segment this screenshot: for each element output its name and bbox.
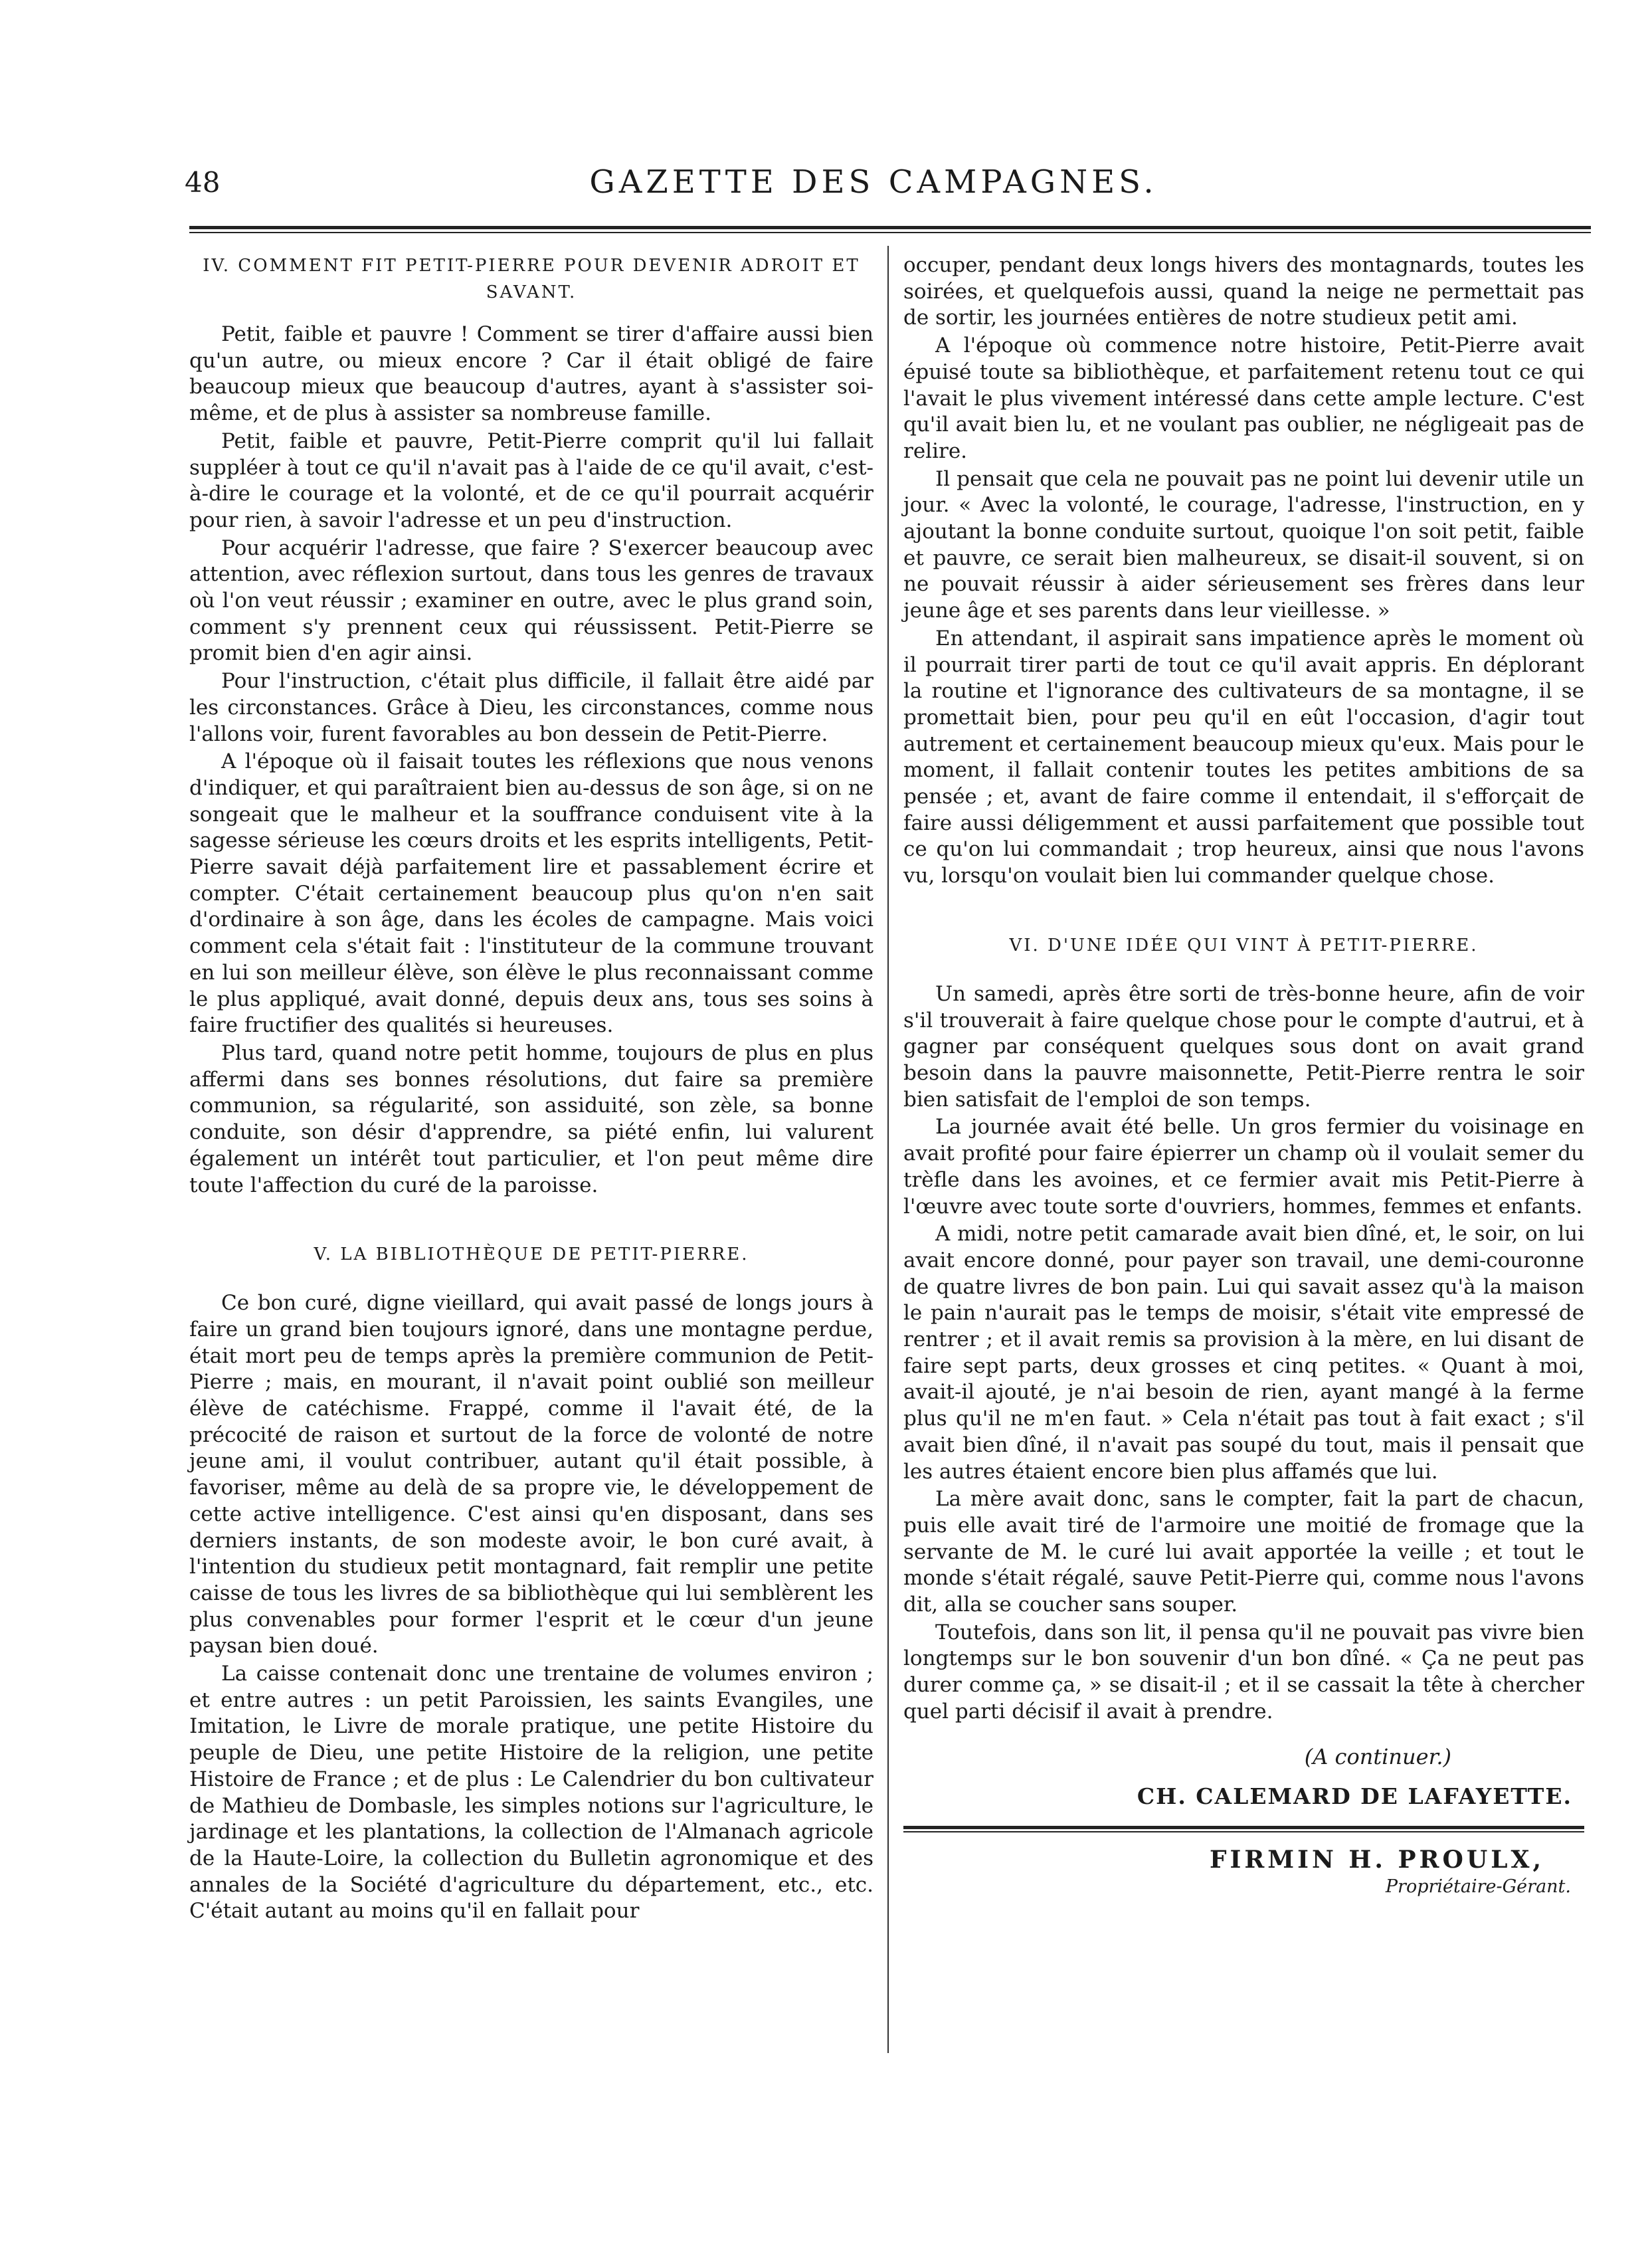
page-number: 48 bbox=[185, 166, 221, 199]
section-v-title: V. LA BIBLIOTHÈQUE DE PETIT-PIERRE. bbox=[314, 1244, 749, 1265]
footer-rule bbox=[903, 1826, 1584, 1832]
section-vi-paragraph: Toutefois, dans son lit, il pensa qu'il ne pouvait pas vivre bien longtemps sur le bon souvenir d'un bon dîné. « Ça ne peut pas durer comme ça, » se disait-il ; et il se cassait la tête à chercher quel parti décisif il avait à prendre. bbox=[903, 1620, 1584, 1724]
continued-paragraph: En attendant, il aspirait sans impatience après le moment où il pourrait tirer parti de tout ce qu'il avait appris. En déplorant la routine et l'ignorance des cultivateurs de sa montagne, il se promettait bien, pour peu qu'il en eût l'occasion, d'agir tout autrement et certainement beaucoup mieux qu'eux. Mais pour le moment, il fallait contenir toutes les petites ambitions de sa pensée ; et, avant de faire comme il entendait, il s'efforçait de faire aussi déligemment et aussi parfaitement que possible tout ce qu'on lui commandait ; trop heureux, ainsi que nous l'avons vu, lorsqu'on voulait bien lui commander quelque chose. bbox=[903, 626, 1584, 888]
section-vi-paragraph: Un samedi, après être sorti de très-bonne heure, afin de voir s'il trouverait à faire quelque chose pour le compte d'autrui, et à gagner par conséquent quelques sous dont on avait grand besoin dans la pauvre maisonnette, Petit-Pierre rentra le soir bien satisfait de l'emploi de son temps. bbox=[903, 981, 1584, 1112]
to-be-continued-note: (A continuer.) bbox=[1304, 1743, 1451, 1769]
section-iv-paragraph: Pour acquérir l'adresse, que faire ? S'exercer beaucoup avec attention, avec réflexion surtout, dans tous les genres de travaux où l'on veut réussir ; examiner en outre, avec le plus grand soin, comment s'y prennent ceux qui réussissent. Petit-Pierre se promit bien d'en agir ainsi. bbox=[189, 536, 873, 666]
section-iv-title: IV. COMMENT FIT PETIT-PIERRE POUR DEVENIR ADROIT ET SAVANT. bbox=[203, 256, 860, 302]
section-vi-paragraph: La journée avait été belle. Un gros fermier du voisinage en avait profité pour faire épierrer un champ où il voulait semer du trèfle dans les avoines, et ce fermier avait mis Petit-Pierre à l'œuvre avec toute sorte d'ouvriers, hommes, femmes et enfants. bbox=[903, 1115, 1584, 1219]
section-iv-paragraph: Petit, faible et pauvre, Petit-Pierre comprit qu'il lui fallait suppléer à tout ce qu'il n'avait pas à l'aide de ce qu'il avait, c'est-à-dire le courage et la volonté, et de ce qu'il pourrait acquérir pour rien, à savoir l'adresse et un peu d'instruction. bbox=[189, 429, 873, 532]
section-iv-paragraph: Pour l'instruction, c'était plus difficile, il fallait être aidé par les circonstances. Grâce à Dieu, les circonstances, comme nous l'allons voir, furent favorables au bon dessein de Petit-Pierre. bbox=[189, 669, 873, 746]
publisher-name: FIRMIN H. PROULX, bbox=[1209, 1845, 1544, 1874]
author-signature: CH. CALEMARD DE LAFAYETTE. bbox=[1137, 1783, 1572, 1810]
right-column bbox=[903, 252, 1584, 1900]
section-iv-paragraph: Petit, faible et pauvre ! Comment se tirer d'affaire aussi bien qu'un autre, ou mieux encore ? Car il était obligé de faire beaucoup mieux que beaucoup d'autres, ayant à s'assister soi-même, et de plus à assister sa nombreuse famille. bbox=[189, 322, 873, 426]
continued-paragraph: occuper, pendant deux longs hivers des montagnards, toutes les soirées, et quelquefois aussi, quand la neige ne permettait pas de sortir, les journées entières de notre studieux petit ami. bbox=[903, 253, 1584, 330]
section-v-paragraph: La caisse contenait donc une trentaine de volumes environ ; et entre autres : un petit Paroissien, les saints Evangiles, une Imitation, le Livre de morale pratique, une petite Histoire du peuple de Dieu, une petite Histoire de la religion, une petite Histoire de France ; et de plus : Le Calendrier du bon cultivateur de Mathieu de Dombasle, les simples notions sur l'agriculture, le jardinage et les plantations, la collection de l'Almanach agricole de la Haute-Loire, la collection du Bulletin agronomique et des annales de la Société d'agriculture du département, etc., etc. C'était autant au moins qu'il en fallait pour bbox=[189, 1662, 873, 1923]
publisher-role: Propriétaire-Gérant. bbox=[1385, 1876, 1571, 1897]
newspaper-title: GAZETTE DES CAMPAGNES. bbox=[589, 163, 1158, 201]
section-vi-title: VI. D'UNE IDÉE QUI VINT À PETIT-PIERRE. bbox=[1009, 935, 1479, 955]
section-v-paragraph: Ce bon curé, digne vieillard, qui avait passé de longs jours à faire un grand bien toujours ignoré, dans une montagne perdue, était mort peu de temps après la première communion de Petit-Pierre ; mais, en mourant, il n'avait point oublié son meilleur élève de catéchisme. Frappé, comme il l'avait été, de la précocité de raison et surtout de la force de volonté de notre jeune ami, il voulut contribuer, autant qu'il était possible, à favoriser, même au delà de sa propre vie, le développement de cette active intelligence. C'est ainsi qu'en disposant, dans ses derniers instants, de son modeste avoir, le bon curé avait, à l'intention du studieux petit montagnard, fait remplir une petite caisse de tous les livres de sa bibliothèque qui lui semblèrent les plus convenables pour former l'esprit et le cœur d'un jeune paysan bien doué. bbox=[189, 1291, 873, 1658]
header-rule bbox=[189, 226, 1591, 233]
left-column bbox=[189, 252, 873, 1925]
column-divider bbox=[887, 246, 889, 2053]
page-header bbox=[159, 157, 1588, 217]
section-iv-paragraph: Plus tard, quand notre petit homme, toujours de plus en plus affermi dans ses bonnes résolutions, dut faire sa première communion, sa régularité, son assiduité, son zèle, sa bonne conduite, son désir d'apprendre, sa piété enfin, lui valurent également un intérêt tout particulier, et l'on peut même dire toute l'affection du curé de la paroisse. bbox=[189, 1040, 873, 1197]
continued-paragraph: A l'époque où commence notre histoire, Petit-Pierre avait épuisé toute sa bibliothèque, et parfaitement retenu tout ce qui l'avait le plus vivement intéressé dans cette ample lecture. C'est qu'il avait bien lu, et ne voulant pas oublier, ne négligeait pas de relire. bbox=[903, 334, 1584, 463]
continued-paragraph: Il pensait que cela ne pouvait pas ne point lui devenir utile un jour. « Avec la volonté, le courage, l'adresse, l'instruction, en y ajoutant la bonne conduite surtout, quoique l'on soit petit, faible et pauvre, ce serait bien malheureux, se disait-il souvent, si on ne pouvait réussir à aider sérieusement ses frères dans leur jeune âge et ses parents dans leur vieillesse. » bbox=[903, 466, 1584, 623]
section-iv-paragraph: A l'époque où il faisait toutes les réflexions que nous venons d'indiquer, et qui paraîtraient bien au-dessus de son âge, si on ne songeait que le malheur et la souffrance conduisent vite à la sagesse sérieuse les cœurs droits et les esprits intelligents, Petit-Pierre savait déjà parfaitement lire et passablement écrire et compter. C'était certainement beaucoup plus qu'on n'en sait d'ordinaire à son âge, dans les écoles de campagne. Mais voici comment cela s'était fait : l'instituteur de la commune trouvant en lui son meilleur élève, son élève le plus reconnaissant comme le plus appliqué, avait donné, depuis deux ans, tous ses soins à faire fructifier des qualités si heureuses. bbox=[189, 749, 873, 1038]
section-vi-paragraph: La mère avait donc, sans le compter, fait la part de chacun, puis elle avait tiré de l'armoire une moitié de fromage que la servante de M. le curé lui avait apportée la veille ; et tout le monde s'était régalé, sauve Petit-Pierre qui, comme nous l'avons dit, alla se coucher sans souper. bbox=[903, 1487, 1584, 1617]
section-vi-paragraph: A midi, notre petit camarade avait bien dîné, et, le soir, on lui avait encore donné, pour payer son travail, une demi-couronne de quatre livres de bon pain. Lui qui savait assez qu'à la maison le pain n'aurait pas le temps de moisir, s'était vite empressé de rentrer ; et il avait remis sa provision à la mère, en lui disant de faire sept parts, deux grosses et cinq petites. « Quant à moi, avait-il ajouté, je n'ai besoin de rien, ayant mangé à la ferme plus qu'il ne m'en faut. » Cela n'était pas tout à fait exact ; s'il avait bien dîné, il n'avait pas soupé du tout, mais il pensait que les autres étaient encore bien plus affamés que lui. bbox=[903, 1222, 1584, 1484]
